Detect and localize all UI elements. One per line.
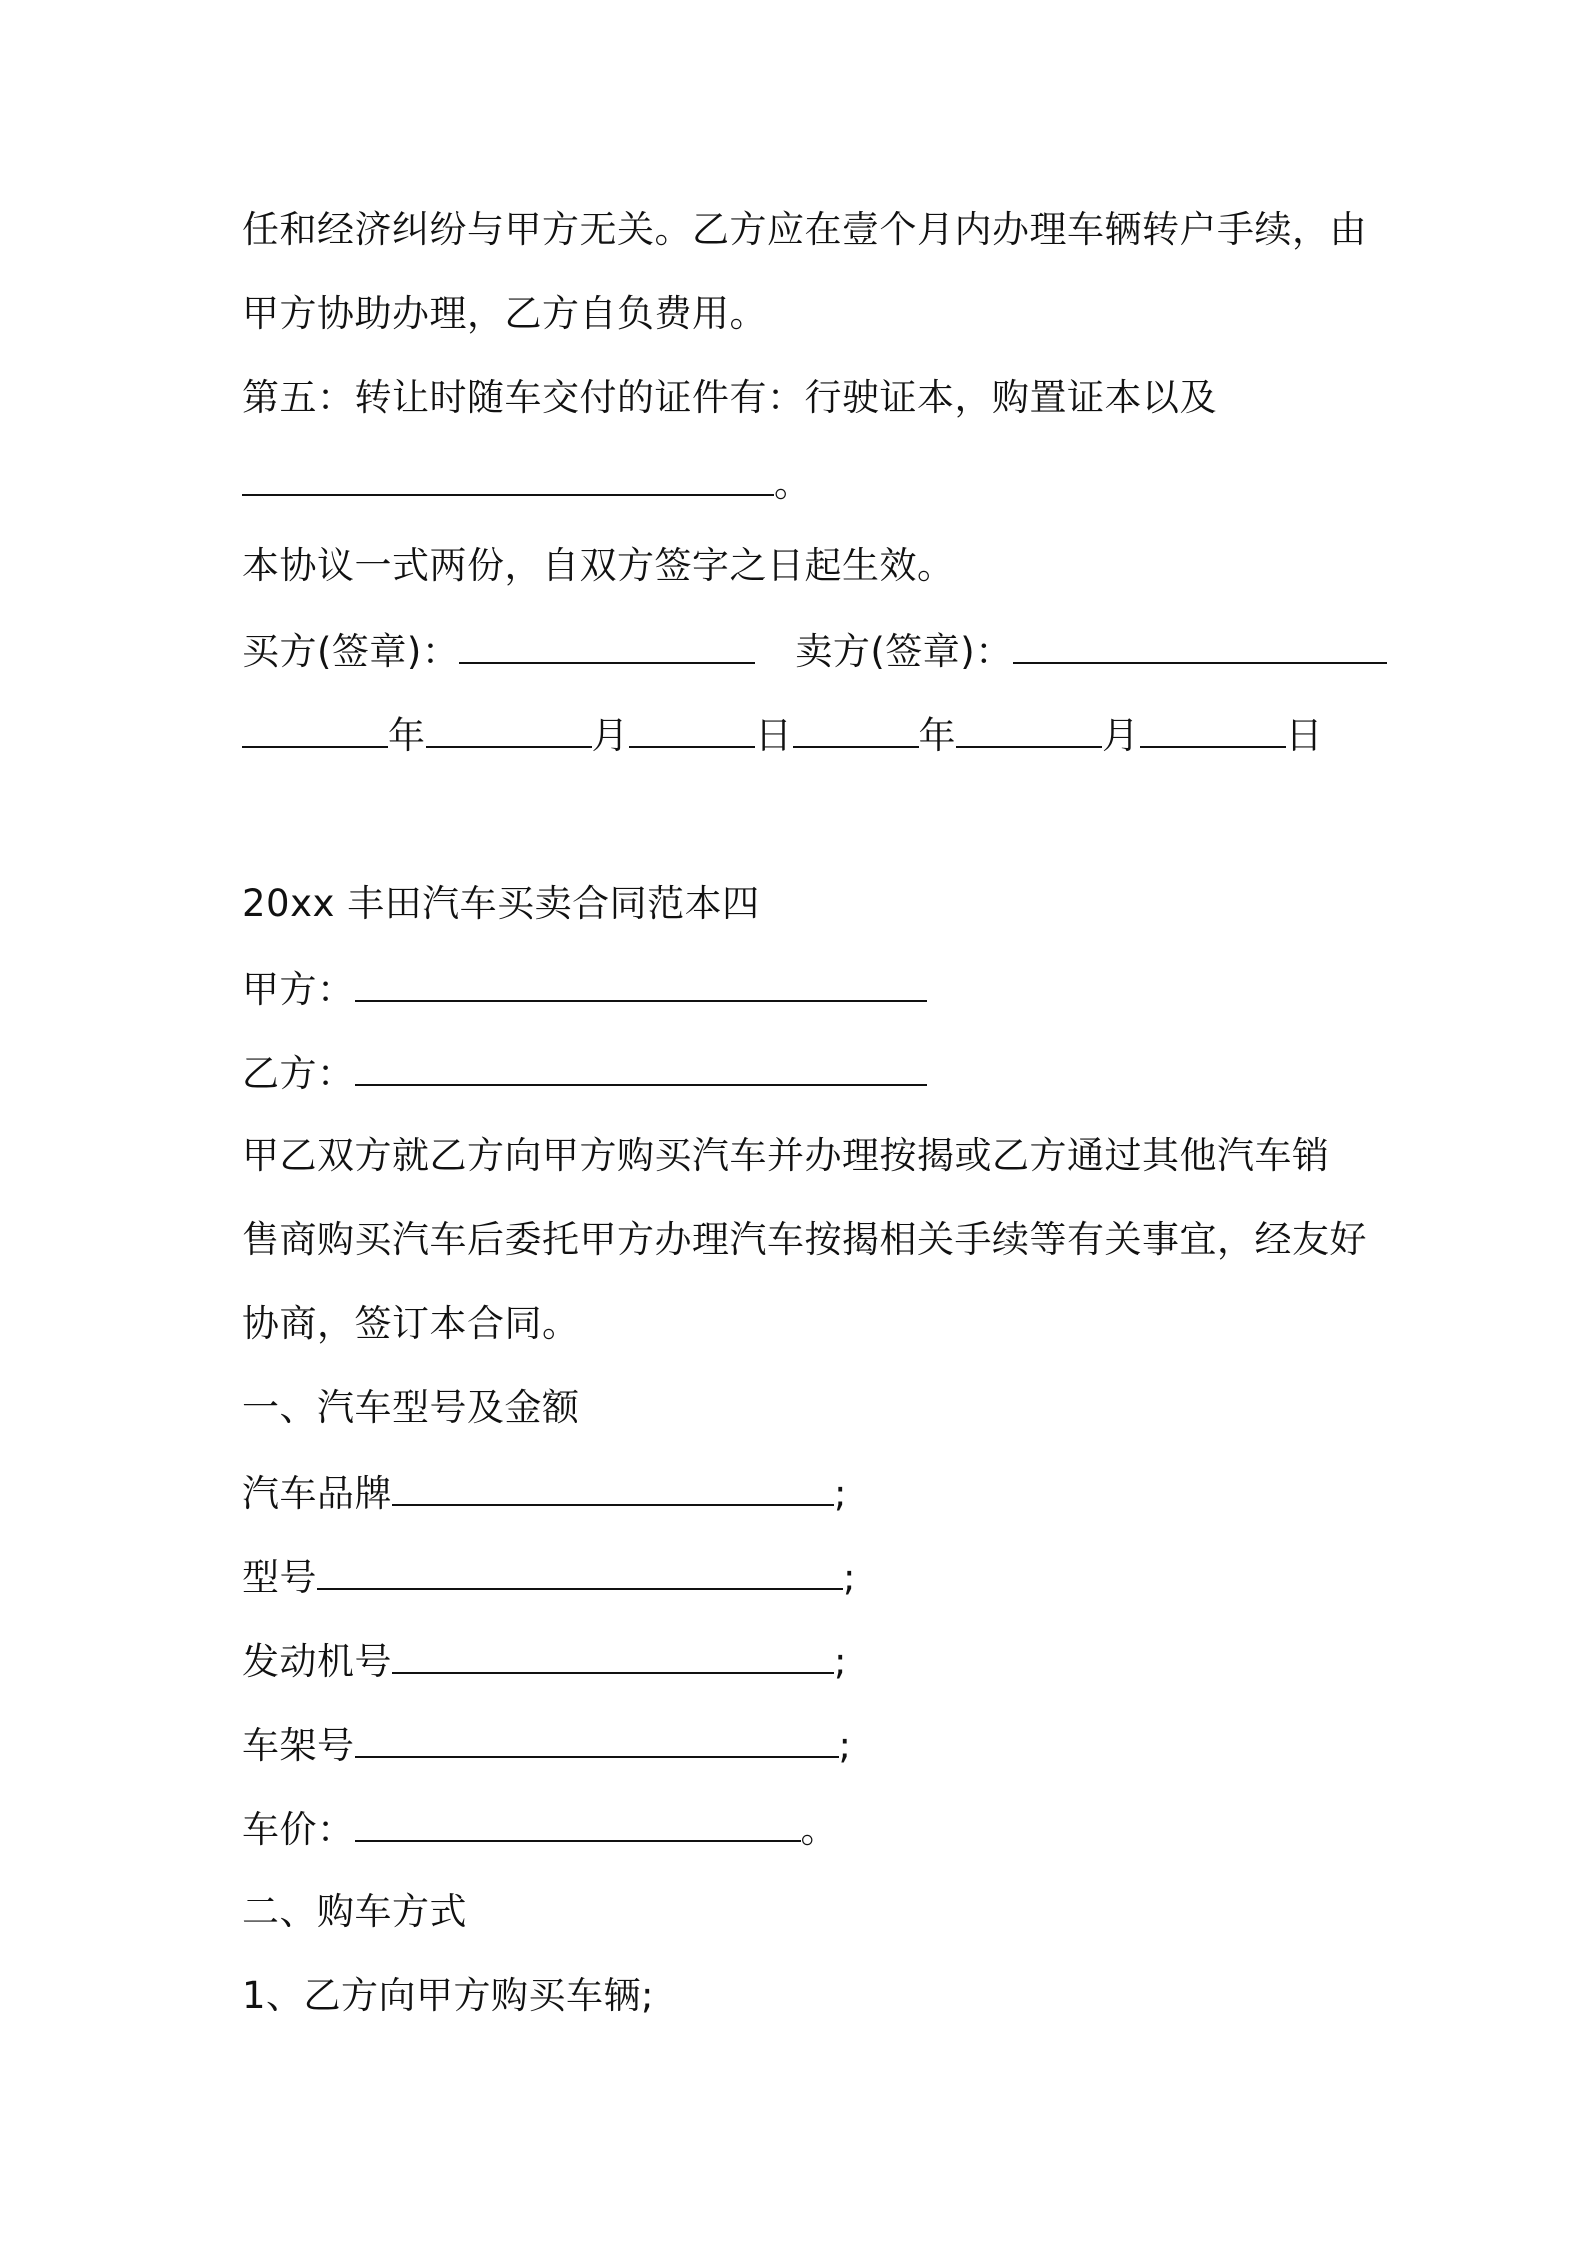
model-row [242,1554,856,1600]
model-label: 型号 [242,1556,317,1599]
date-row [242,712,1323,758]
brand-blank[interactable] [392,1470,834,1506]
seller-day-blank[interactable] [1140,712,1286,748]
day-label: 日 [1285,714,1323,757]
brand-label: 汽车品牌 [242,1472,392,1515]
agreement-note: 本协议一式两份，自双方签字之日起生效。 [242,544,955,587]
section-2-item-1: 1、乙方向甲方购买车辆; [242,1974,655,2017]
buyer-month-blank[interactable] [426,712,592,748]
period-mark: 。 [774,462,812,505]
semicolon-mark: ; [834,1640,847,1683]
engine-row [242,1638,847,1684]
engine-blank[interactable] [392,1638,834,1674]
price-blank[interactable] [355,1806,801,1842]
buyer-year-blank[interactable] [242,712,388,748]
frame-label: 车架号 [242,1724,355,1767]
month-label: 月 [1102,714,1140,757]
intro-line: 协商，签订本合同。 [242,1302,580,1345]
buyer-day-blank[interactable] [629,712,755,748]
seller-month-blank[interactable] [956,712,1102,748]
party-a-label: 甲方： [242,968,355,1011]
paragraph-line: 任和经济纠纷与甲方无关。乙方应在壹个月内办理车辆转户手续，由 [242,208,1367,251]
brand-row [242,1470,847,1516]
model-blank[interactable] [317,1554,843,1590]
price-label: 车价： [242,1808,355,1851]
frame-row [242,1722,851,1768]
item-5-text: 第五：转让时随车交付的证件有：行驶证本，购置证本以及 [242,376,1217,419]
party-a-row [242,966,927,1012]
semicolon-mark: ; [838,1724,852,1767]
semicolon-mark: ; [843,1556,856,1599]
party-a-blank[interactable] [355,966,927,1002]
month-label: 月 [591,714,629,757]
semicolon-mark: ; [834,1472,847,1515]
buyer-label: 买方(签章)： [242,630,460,673]
contract-title: 20xx 丰田汽车买卖合同范本四 [242,882,760,925]
buyer-signature-blank[interactable] [459,628,755,664]
year-label: 年 [388,714,426,757]
engine-label: 发动机号 [242,1640,392,1683]
frame-blank[interactable] [355,1722,839,1758]
seller-label: 卖方(签章)： [795,630,1013,673]
seller-year-blank[interactable] [793,712,919,748]
section-1-title: 一、汽车型号及金额 [242,1386,580,1429]
period-mark: 。 [800,1808,838,1851]
paragraph-line: 甲方协助办理，乙方自负费用。 [242,292,767,335]
item-5-blank-row [242,460,812,506]
party-b-row [242,1050,927,1096]
price-row [242,1806,838,1852]
day-label: 日 [755,714,793,757]
fill-in-blank[interactable] [242,460,774,496]
party-b-blank[interactable] [355,1050,927,1086]
seller-signature-blank[interactable] [1013,628,1387,664]
year-label: 年 [918,714,956,757]
signature-row [242,628,1387,674]
section-2-title: 二、购车方式 [242,1890,467,1933]
intro-line: 售商购买汽车后委托甲方办理汽车按揭相关手续等有关事宜，经友好 [242,1218,1367,1261]
intro-line: 甲乙双方就乙方向甲方购买汽车并办理按揭或乙方通过其他汽车销 [242,1134,1330,1177]
party-b-label: 乙方： [242,1052,355,1095]
